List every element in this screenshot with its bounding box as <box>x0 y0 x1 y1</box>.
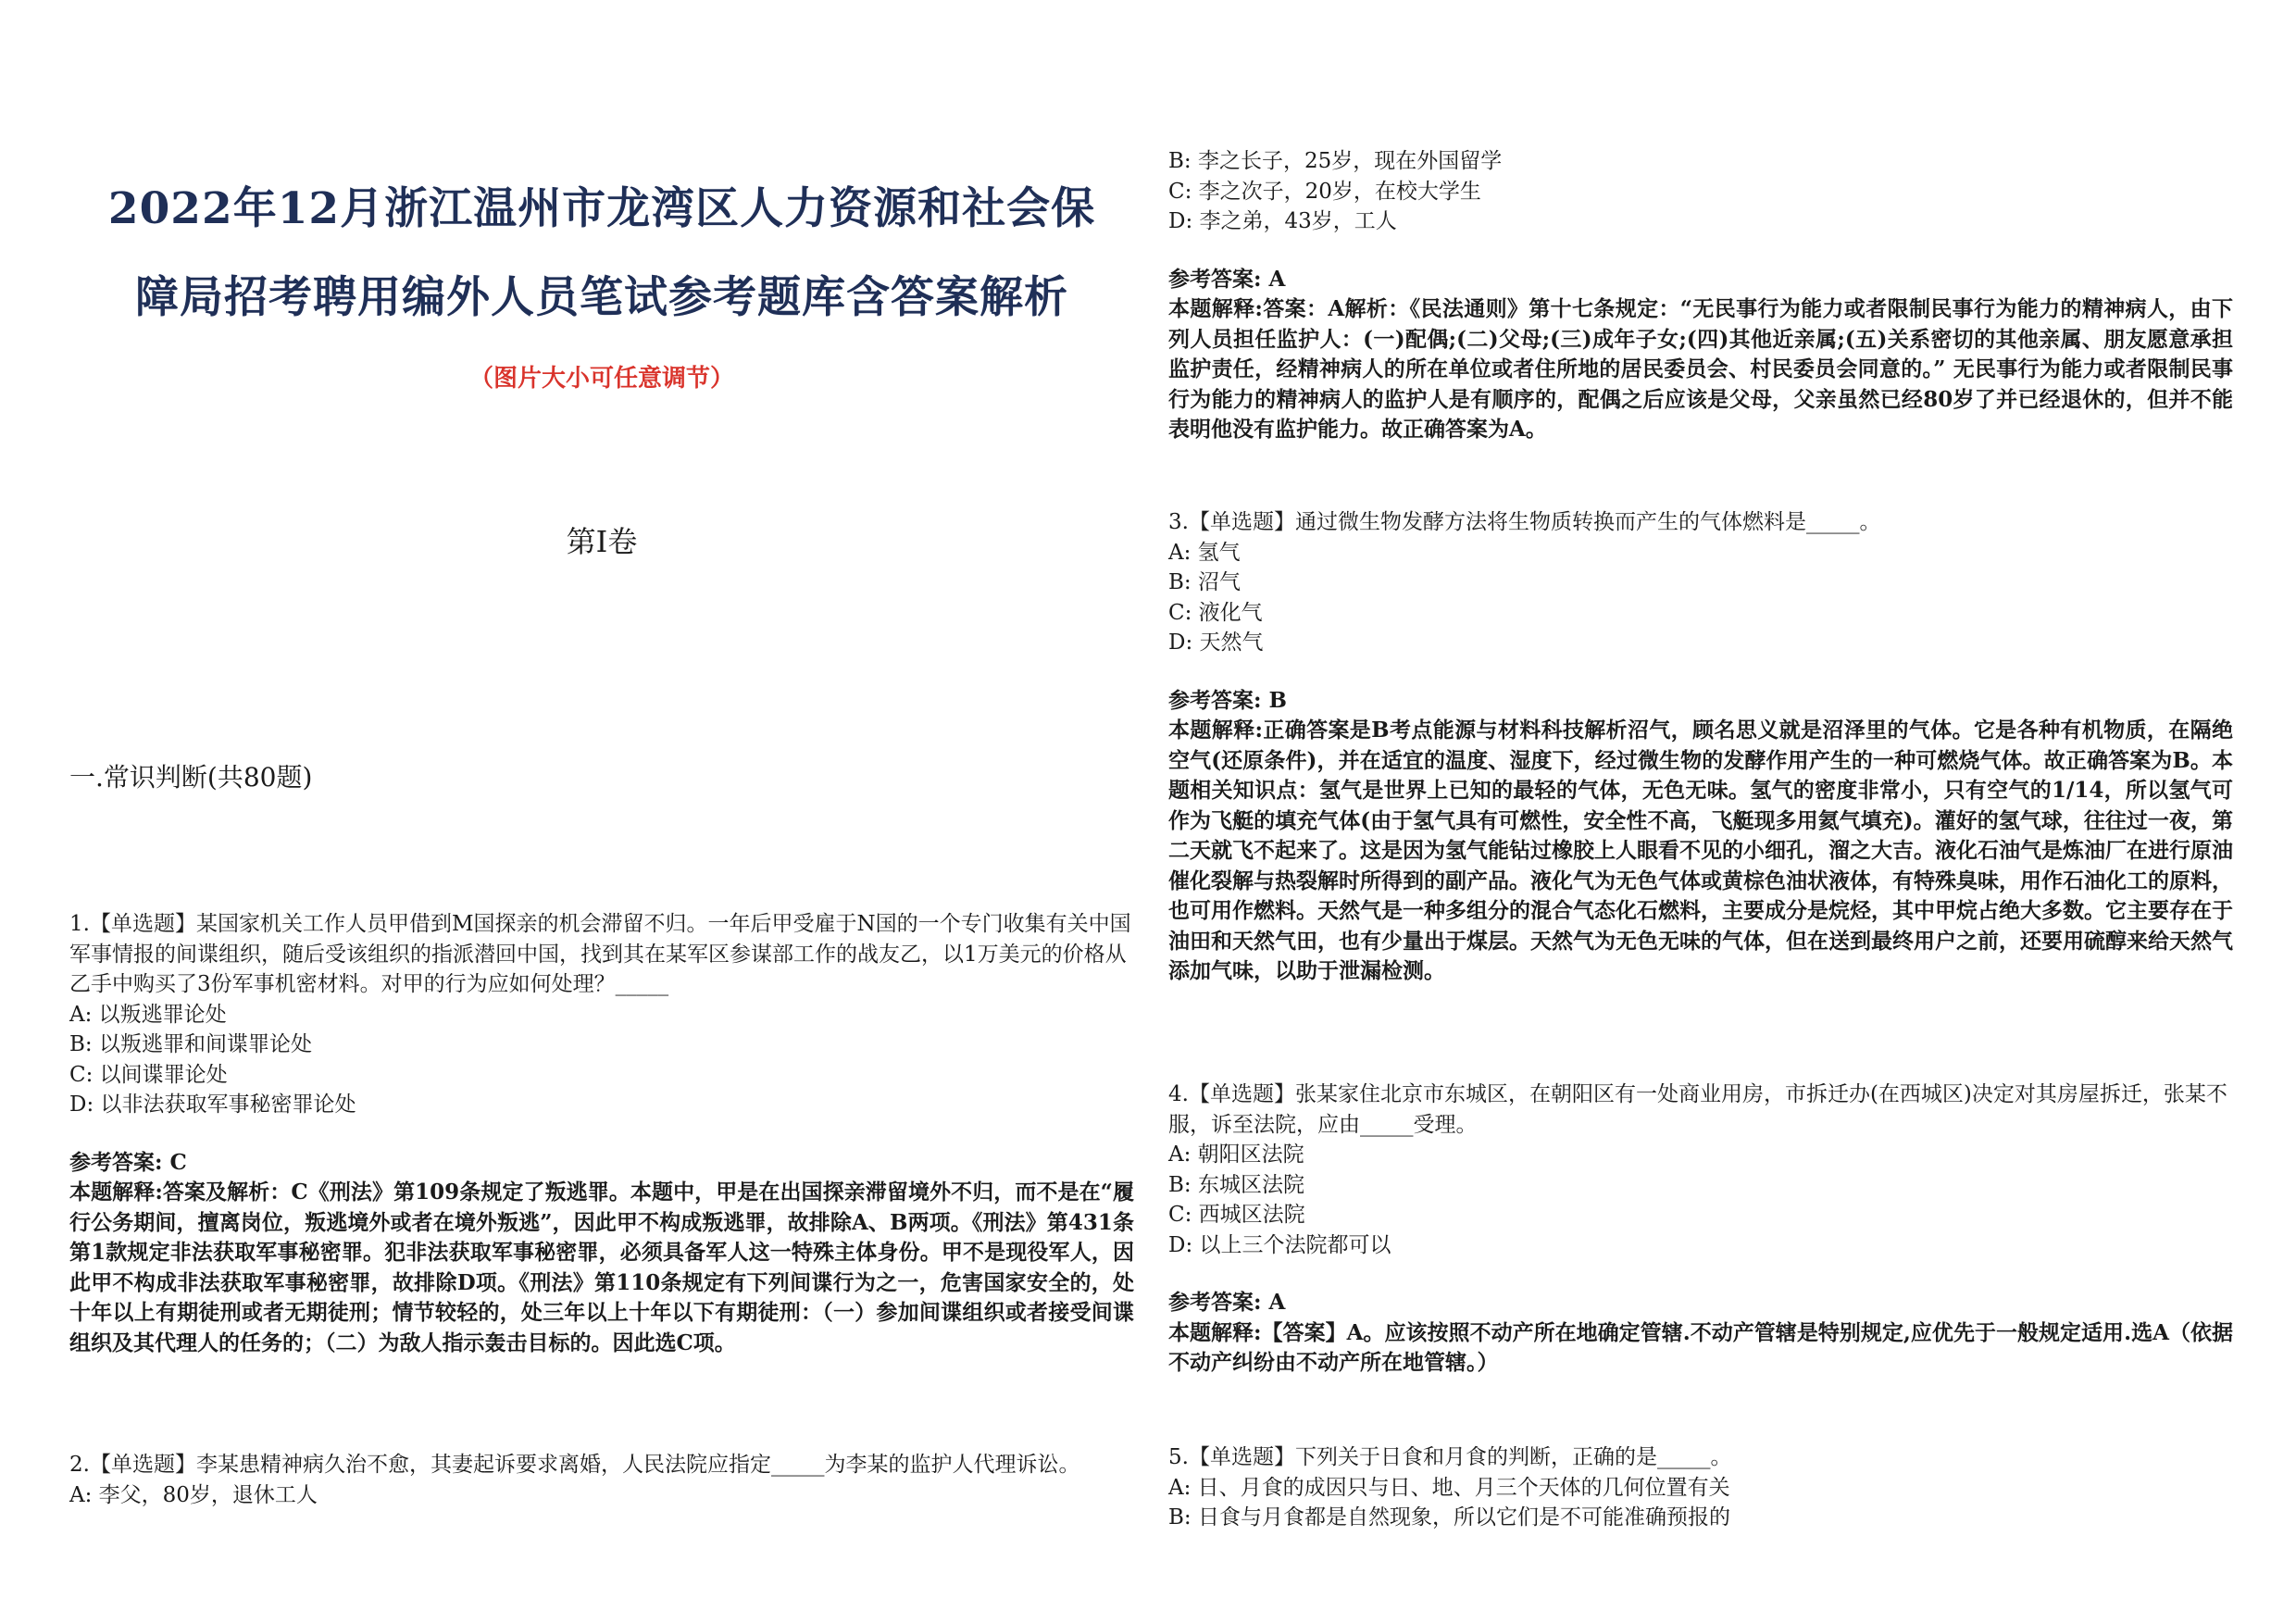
option-d: D: 李之弟，43岁，工人 <box>1168 209 1397 233</box>
option-b: B: 沼气 <box>1168 570 1241 594</box>
answer-label: 参考答案: A <box>1168 266 1286 292</box>
option-a: A: 李父，80岁，退休工人 <box>69 1482 318 1507</box>
title-line-2: 障局招考聘用编外人员笔试参考题库含答案解析 <box>135 272 1068 323</box>
option-a: A: 日、月食的成因只与日、地、月三个天体的几何位置有关 <box>1168 1475 1730 1500</box>
question-stem: 4.【单选题】张某家住北京市东城区，在朝阳区有一处商业用房，市拆迁办(在西城区)决定对其房屋拆迁，张某不服，诉至法院，应由_____受理。 <box>1168 1082 2227 1137</box>
option-d: D: 以上三个法院都可以 <box>1168 1232 1391 1257</box>
option-c: C: 以间谍罪论处 <box>69 1062 228 1087</box>
question-stem: 1.【单选题】某国家机关工作人员甲借到M国探亲的机会滞留不归。一年后甲受雇于N国的一个专门收集有关中国军事情报的间谍组织，随后受该组织的指派潜回中国，找到其在某军区参谋部工作的战友乙，以1万美元的价格从乙手中购买了3份军事机密材料。对甲的行为应如何处理？_____ <box>69 912 1131 996</box>
question-5 <box>1168 1442 2233 1533</box>
question-3 <box>1168 507 2233 987</box>
question-2 <box>69 1450 1134 1510</box>
option-d: D: 以非法获取军事秘密罪论处 <box>69 1092 356 1117</box>
option-c: C: 西城区法院 <box>1168 1203 1305 1227</box>
section-heading: 一.常识判断(共80题) <box>69 762 313 793</box>
option-a: A: 氢气 <box>1168 540 1241 565</box>
question-1 <box>69 909 1134 1358</box>
option-a: A: 朝阳区法院 <box>1168 1142 1304 1167</box>
answer-explanation: 本题解释:答案及解析：C《刑法》第109条规定了叛逃罪。本题中，甲是在出国探亲滞留境外不归，而不是在“履行公务期间，擅离岗位，叛逃境外或者在境外叛逃”，因此甲不构成叛逃罪，故排除A、B两项。《刑法》第431条第1款规定非法获取军事秘密罪。犯非法获取军事秘密罪，必须具备军人这一特殊主体身份。甲不是现役军人，因此甲不构成非法获取军事秘密罪，故排除D项。《刑法》第110条规定有下列间谍行为之一，危害国家安全的，处十年以上有期徒刑或者无期徒刑；情节较轻的，处三年以上十年以下有期徒刑：（一）参加间谍组织或者接受间谍组织及其代理人的任务的；（二）为敌人指示轰击目标的。因此选C项。 <box>69 1180 1134 1355</box>
question-2-continued <box>1168 146 2233 445</box>
option-d: D: 天然气 <box>1168 630 1264 655</box>
answer-explanation: 本题解释:【答案】A。应该按照不动产所在地确定管辖.不动产管辖是特别规定,应优先于一般规定适用.选A（依据不动产纠纷由不动产所在地管辖。） <box>1168 1319 2233 1375</box>
option-b: B: 日食与月食都是自然现象，所以它们是不可能准确预报的 <box>1168 1505 1730 1529</box>
option-c: C: 李之次子，20岁，在校大学生 <box>1168 179 1481 204</box>
volume-heading: 第I卷 <box>566 524 638 559</box>
page-title <box>65 165 1139 343</box>
option-b: B: 以叛逃罪和间谍罪论处 <box>69 1032 312 1056</box>
option-b: B: 李之长子，25岁，现在外国留学 <box>1168 149 1503 173</box>
question-stem: 5.【单选题】下列关于日食和月食的判断，正确的是_____。 <box>1168 1445 1732 1469</box>
option-a: A: 以叛逃罪论处 <box>69 1002 227 1027</box>
question-stem: 3.【单选题】通过微生物发酵方法将生物质转换而产生的气体燃料是_____。 <box>1168 510 1881 534</box>
answer-label: 参考答案: A <box>1168 1290 1286 1315</box>
answer-label: 参考答案: B <box>1168 687 1287 713</box>
answer-explanation: 本题解释:正确答案是B考点能源与材料科技解析沼气，顾名思义就是沼泽里的气体。它是各种有机物质，在隔绝空气(还原条件)，并在适宜的温度、湿度下，经过微生物的发酵作用产生的一种可燃烧气体。故正确答案为B。本题相关知识点：氢气是世界上已知的最轻的气体，无色无味。氢气的密度非常小，只有空气的1/14，所以氢气可作为飞艇的填充气体(由于氢气具有可燃性，安全性不高，飞艇现多用氦气填充)。灌好的氢气球，往往过一夜，第二天就飞不起来了。这是因为氢气能钻过橡胶上人眼看不见的小细孔，溜之大吉。液化石油气是炼油厂在进行原油催化裂解与热裂解时所得到的副产品。液化气为无色气体或黄棕色油状液体，有特殊臭味，用作石油化工的原料，也可用作燃料。天然气是一种多组分的混合气态化石燃料，主要成分是烷烃，其中甲烷占绝大多数。它主要存在于油田和天然气田，也有少量出于煤层。天然气为无色无味的气体，但在送到最终用户之前，还要用硫醇来给天然气添加气味，以助于泄漏检测。 <box>1168 718 2233 983</box>
option-c: C: 液化气 <box>1168 600 1263 625</box>
answer-explanation: 本题解释:答案：A解析：《民法通则》第十七条规定：“无民事行为能力或者限制民事行为能力的精神病人，由下列人员担任监护人：(一)配偶;(二)父母;(三)成年子女;(四)其他近亲属;(五)关系密切的其他亲属、朋友愿意承担监护责任，经精神病人的所在单位或者住所地的居民委员会、村民委员会同意的。” 无民事行为能力或者限制民事行为能力的精神病人的监护人是有顺序的，配偶之后应该是父母，父亲虽然已经80岁了并已经退休的，但并不能表明他没有监护能力。故正确答案为A。 <box>1168 296 2233 442</box>
question-stem: 2.【单选题】李某患精神病久治不愈，其妻起诉要求离婚，人民法院应指定_____为李某的监护人代理诉讼。 <box>69 1453 1080 1477</box>
question-4 <box>1168 1080 2233 1379</box>
answer-label: 参考答案: C <box>69 1149 187 1175</box>
option-b: B: 东城区法院 <box>1168 1172 1304 1197</box>
title-line-1: 2022年12月浙江温州市龙湾区人力资源和社会保 <box>107 183 1096 234</box>
subtitle-note: （图片大小可任意调节） <box>468 365 734 393</box>
